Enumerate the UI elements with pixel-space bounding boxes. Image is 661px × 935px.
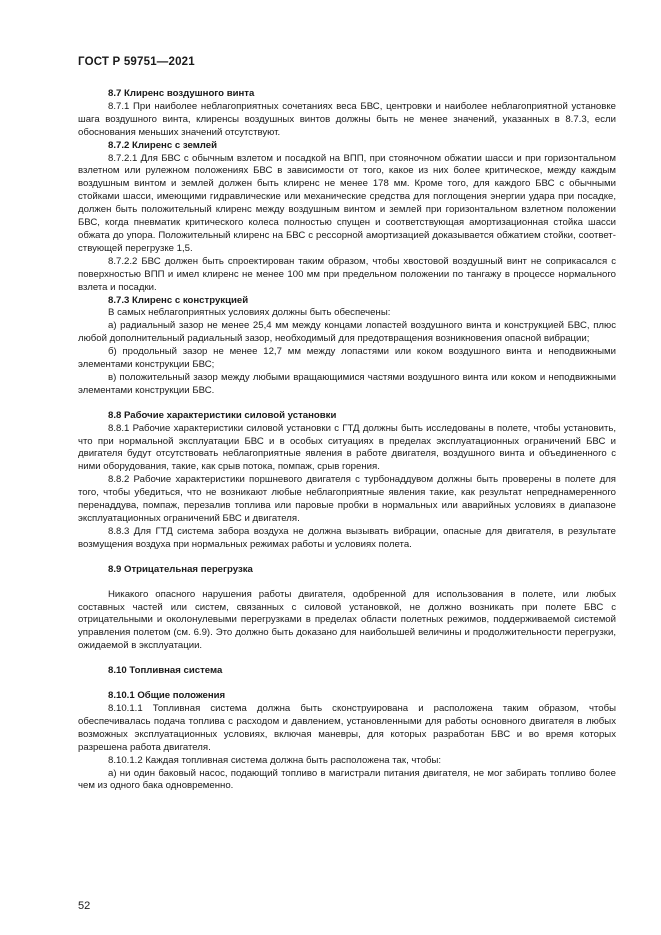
paragraph: б) продольный зазор не менее 12,7 мм между лопастями или коком воздушного винта и неподвижными элементами конструкции БВС; <box>78 346 616 371</box>
paragraph: 8.7.2.1 Для БВС с обычным взлетом и посадкой на ВПП, при стояночном обжатии шасси и при горизонтальном взлетном или рулежном положениях БВС в зависимости от того, какое из них более критическое, между каждым воздушным винтом и землей должен быть клиренс не менее 178 мм. Кроме того, для каждого БВС с обычными стойками шасси, имеющими гидравлические или механические средства для поглощения энергии удара при посадке, должен быть положительный клиренс между воздушным винтом и землей при горизонтальном взлетном положении БВС, когда пневматик критического колеса полностью спущен и соответствующая амортизационная стойка шасси обжата до упора. Положительный клиренс на БВС с рессорной амортизацией доказывается обжатием стойки, соответствующей перегрузке 1,5. <box>78 152 616 254</box>
paragraph: 8.8.2 Рабочие характеристики поршневого двигателя с турбонаддувом должны быть проверены в полете для того, чтобы убедиться, что не возникают любые неблагоприятные явления такие, как результат непреднамеренного перенаддува, помпаж, перезалив топлива или паровые пробки в нормальных или аварийных условиях в диапазоне эксплуатационных ограничений БВС и двигателя. <box>78 474 616 524</box>
paragraph: В самых неблагоприятных условиях должны быть обеспечены: <box>108 307 391 319</box>
section-heading: 8.7.2 Клиренс с землей <box>108 139 217 151</box>
section-heading: 8.10.1 Общие положения <box>108 690 226 702</box>
paragraph: 8.8.3 Для ГТД система забора воздуха не должна вызывать вибрации, опасные для двигателя, в результате возмущения воздуха при нормальных режимах работы и условиях полета. <box>78 525 616 550</box>
section-heading: 8.9 Отрицательная перегрузка <box>108 563 253 575</box>
section-heading: 8.8 Рабочие характеристики силовой установки <box>108 409 337 421</box>
paragraph: а) радиальный зазор не менее 25,4 мм между концами лопастей воздушного винта и конструкцией БВС, плюс любой дополнительный радиальный зазор, необходимый для предотвращения возникновения опасной вибрации; <box>78 320 616 345</box>
section-heading: 8.7 Клиренс воздушного винта <box>108 88 255 99</box>
paragraph: 8.10.1.1 Топливная система должна быть сконструирована и расположена таким образом, чтобы обеспечивалась подача топлива с расходом и давлением, установленными для работы основного двигателя в любых возможных эксплуатационных условиях, включая маневры, для которых разработан БВС и во время которых разрешена работа двигателя. <box>78 702 616 753</box>
paragraph: 8.7.1 При наиболее неблагоприятных сочетаниях веса БВС, центровки и наиболее неблагоприятной установке шага воздушного винта, клиренсы воздушных винтов должны быть не менее значений, указанных в 8.7.3, если обоснования меньших значений отсутствуют. <box>78 100 616 138</box>
paragraph: 8.10.1.2 Каждая топливная система должна быть расположена так, чтобы: <box>108 754 442 766</box>
page-number: 52 <box>78 900 91 912</box>
paragraph: 8.8.1 Рабочие характеристики силовой установки с ГТД должны быть исследованы в полете, чтобы установить, что при нормальной эксплуатации БВС и в особых ситуациях в пределах эксплуатационных ограничений БВС и двигателя будут отсутствовать неблагоприятные явления в работе двигателя, воздушного винта и объединенного с ними оборудования, такие, как срыв потока, помпаж, срыв горения. <box>78 422 616 473</box>
document-code-header: ГОСТ Р 59751—2021 <box>78 56 195 68</box>
paragraph: а) ни один баковый насос, подающий топливо в магистрали питания двигателя, не мог забирать топливо более чем из одного бака одновременно. <box>78 767 616 792</box>
document-body <box>78 88 616 793</box>
section-heading: 8.10 Топливная система <box>108 665 223 677</box>
section-heading: 8.7.3 Клиренс с конструкцией <box>108 294 249 306</box>
paragraph: в) положительный зазор между любыми вращающимися частями воздушного винта или коком и неподвижными элементами конструкции БВС. <box>78 371 616 396</box>
paragraph: Никакого опасного нарушения работы двигателя, одобренной для использования в полете, или любых составных частей или систем, связанных с силовой установкой, не должно возникать при полете БВС с отрицательными и околонулевыми перегрузками в пределах области полетных режимов, поддерживаемой системой управления полетом (см. 6.9). Это должно быть доказано для наибольшей величины и продолжительности перегрузки, ожидаемой в эксплуатации. <box>78 588 616 652</box>
paragraph: 8.7.2.2 БВС должен быть спроектирован таким образом, чтобы хвостовой воздушный винт не соприкасался с поверхностью ВПП и имел клиренс не менее 100 мм при предельном положении по тангажу в процессе нормального взлета и посадки. <box>78 255 616 293</box>
